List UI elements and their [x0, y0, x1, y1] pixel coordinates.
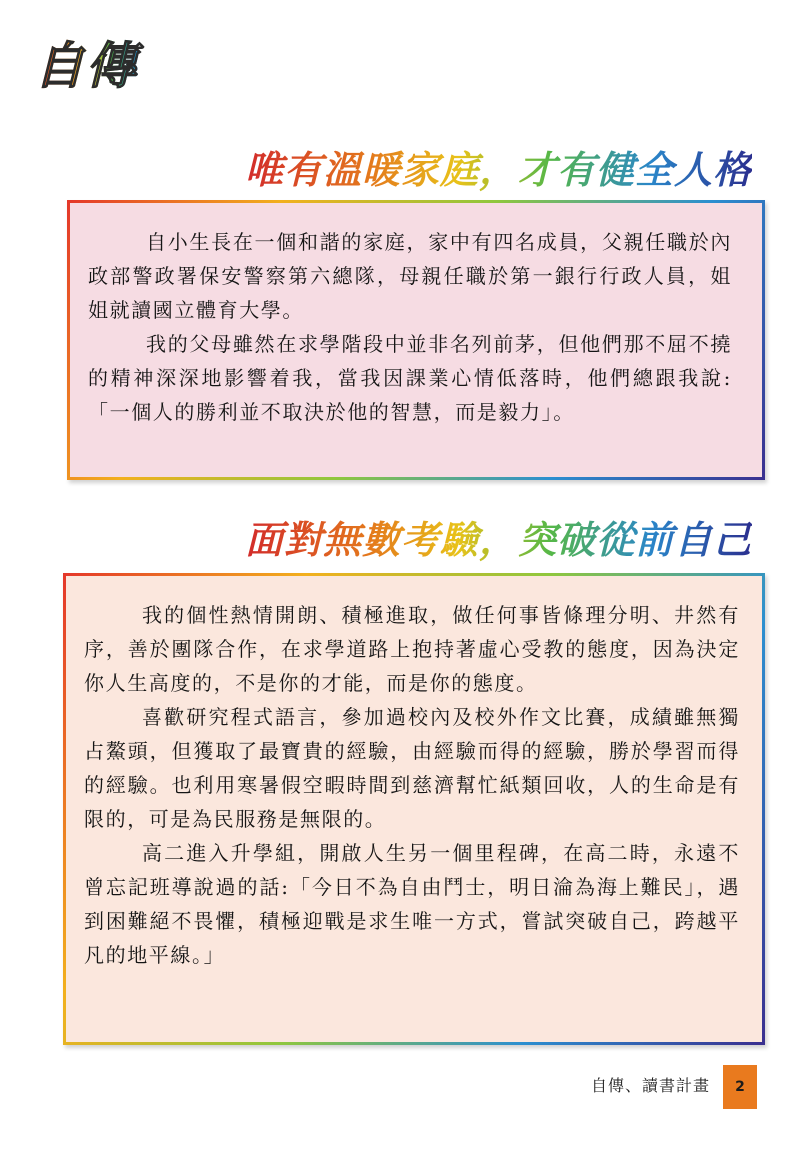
paragraph-family-intro: 自小生長在一個和諧的家庭，家中有四名成員，父親任職於內政部警政署保安警察第六總隊，母親任職於第一銀行行政人員，姐姐就讀國立體育大學。 — [88, 230, 732, 322]
paragraph-parents: 我的父母雖然在求學階段中並非名列前茅，但他們那不屈不撓的精神深深地影響着我，當我因課業心情低落時，他們總跟我說:「一個人的勝利並不取決於他的智慧，而是毅力」。 — [88, 332, 732, 424]
section-heading-family: 唯有溫暖家庭，才有健全人格 — [244, 148, 752, 192]
page-number-badge: 2 — [723, 1065, 757, 1109]
paragraph-senior-year: 高二進入升學組，開啟人生另一個里程碑，在高二時，永遠不曾忘記班導說過的話:「今日不為自由鬥士，明日淪為海上難民」，遇到困難絕不畏懼，積極迎戰是求生唯一方式，嘗試突破自己，跨越平凡的地平線。」 — [84, 841, 740, 967]
paragraph-personality: 我的個性熱情開朗、積極進取，做任何事皆條理分明、井然有序，善於團隊合作，在求學道路上抱持著虛心受教的態度，因為決定你人生高度的，不是你的才能，而是你的態度。 — [84, 603, 740, 695]
section-heading-challenges: 面對無數考驗，突破從前自己 — [244, 518, 752, 562]
section-box-challenges — [63, 573, 765, 1045]
section-box-family — [67, 200, 765, 480]
footer-caption: 自傳、讀書計畫 — [590, 1076, 710, 1095]
page-title: 自傳 — [34, 34, 138, 98]
paragraph-activities: 喜歡研究程式語言，參加過校內及校外作文比賽，成績雖無獨占鰲頭，但獲取了最寶貴的經驗，由經驗而得的經驗，勝於學習而得的經驗。也利用寒暑假空暇時間到慈濟幫忙紙類回收，人的生命是有限的，可是為民服務是無限的。 — [84, 705, 740, 831]
